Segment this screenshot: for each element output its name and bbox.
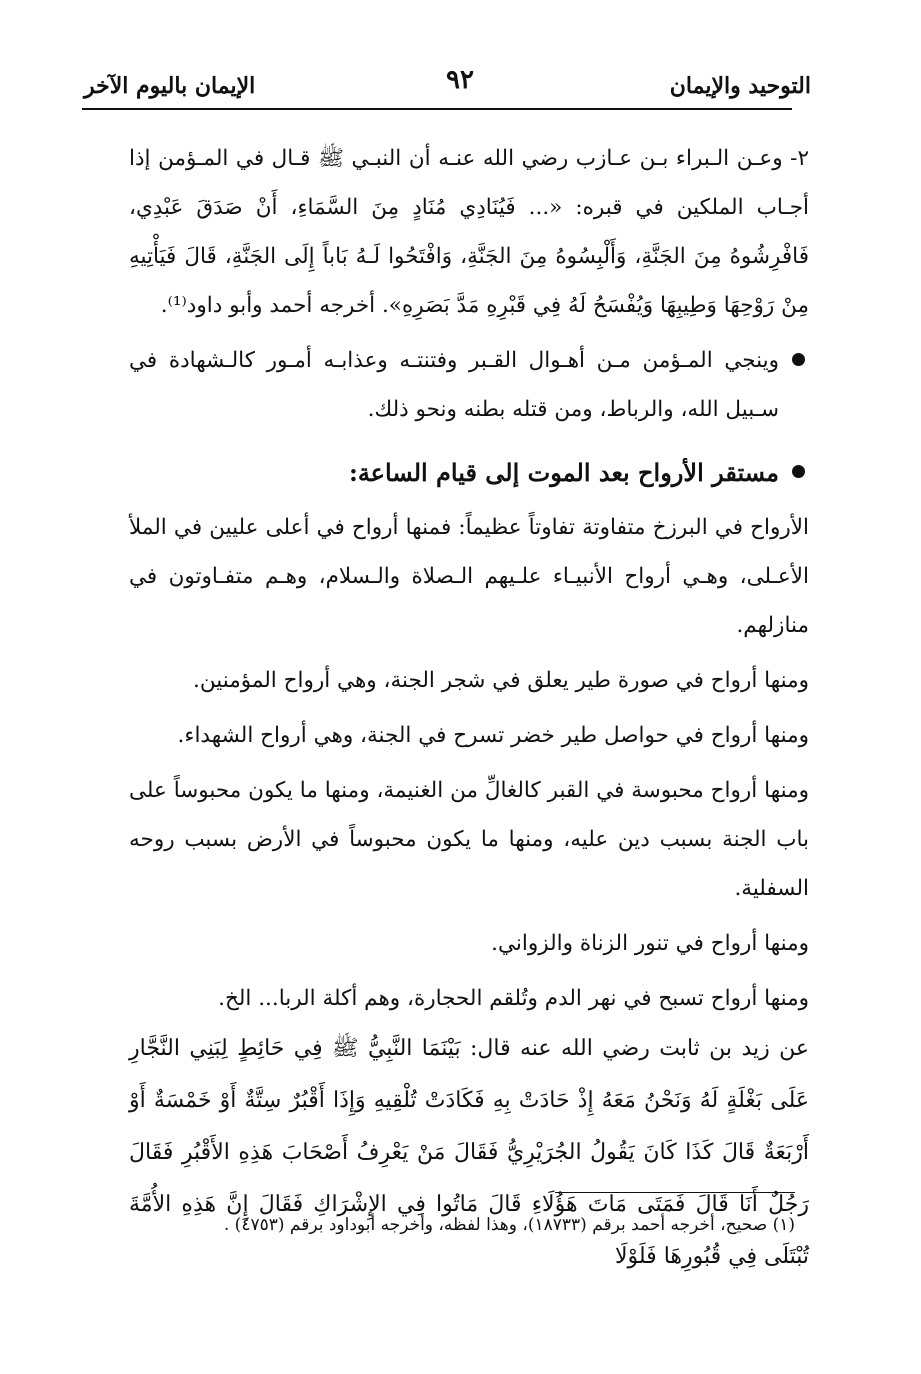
footnote-divider [555,1192,795,1193]
running-header-book-title: التوحيد والإيمان [669,73,811,99]
numbered-paragraph: ٢- وعـن الـبراء بـن عـازب رضي الله عنـه أن النبـي ﷺ قـال في المـؤمن إذا أجـاب الملكين في قبره: «... فَيُنَادِي مُنَادٍ مِنَ السَّمَاءِ، أَنْ صَدَقَ عَبْدِي، فَافْرِشُوهُ مِنَ الجَنَّةِ، وَأَلْبِسُوهُ مِنَ الجَنَّةِ، وَافْتَحُوا لَـهُ بَاباً إِلَى الجَنَّةِ، قَالَ فَيَأْتِيهِ مِنْ رَوْحِهَا وَطِيبِهَا وَيُفْسَحُ لَهُ فِي قَبْرِهِ مَدَّ بَصَرِهِ». أخرجه أحمد وأبو داود⁽¹⁾. [129,146,809,318]
header-divider [82,108,792,110]
paragraph: ومنها أرواح تسبح في نهر الدم وتُلقم الحجارة، وهم أكلة الربا... الخ. [218,986,809,1011]
paragraph: الأرواح في البرزخ متفاوتة تفاوتاً عظيماً: فمنها أرواح في أعلى عليين في الملأ الأعـلى، وهـي أرواح الأنبيـاء علـيهم الـصلاة والـسلام، وهـم متفـاوتون في منازلهم. [129,515,809,638]
bullet-paragraph [129,336,809,434]
hadith-paragraph: عن زيد بن ثابت رضي الله عنه قال: بَيْنَمَا النَّبِيُّ ﷺ فِي حَائِطٍ لِبَنِي النَّجَّارِ عَلَى بَغْلَةٍ لَهُ وَنَحْنُ مَعَهُ إِذْ حَادَتْ بِهِ فَكَادَتْ تُلْقِيهِ وَإِذَا أَقْبُرٌ سِتَّةٌ أَوْ خَمْسَةٌ أَوْ أَرْبَعَةٌ قَالَ كَذَا كَانَ يَقُولُ الجُرَيْرِيُّ فَقَالَ مَنْ يَعْرِفُ أَصْحَابَ هَذِهِ الأَقْبُرِ فَقَالَ رَجُلٌ أَنَا قَالَ فَمَتَى مَاتَ هَؤُلَاءِ قَالَ مَاتُوا فِي الإِشْرَاكِ فَقَالَ إِنَّ هَذِهِ الأُمَّةَ تُبْتَلَى فِي قُبُورِهَا فَلَوْلَا [129,1036,809,1269]
main-text [129,134,809,1283]
bullet-icon [792,465,805,478]
paragraph: ومنها أرواح في حواصل طير خضر تسرح في الجنة، وهي أرواح الشهداء. [177,723,809,748]
paragraph: ومنها أرواح في صورة طير يعلق في شجر الجنة، وهي أرواح المؤمنين. [193,668,809,693]
section-heading-text: مستقر الأرواح بعد الموت إلى قيام الساعة: [348,458,779,487]
section-heading [129,448,809,497]
paragraph: ومنها أرواح في تنور الزناة والزواني. [491,931,809,956]
running-header-chapter-title: الإيمان باليوم الآخر [84,73,256,99]
paragraph: ومنها أرواح محبوسة في القبر كالغالِّ من الغنيمة، ومنها ما يكون محبوساً على باب الجنة بسبب دين عليه، ومنها ما يكون محبوساً في الأرض بسبب روحه السفلية. [129,778,809,901]
page-number: ٩٢ [446,65,474,95]
bullet-paragraph-text: وينجي المـؤمن مـن أهـوال القـبر وفتنتـه وعذابـه أمـور كالـشهادة في سـبيل الله، والرباط، ومن قتله بطنه ونحو ذلك. [129,348,779,422]
footnote: (١) صحيح، أخرجه أحمد برقم (١٨٧٣٣)، وهذا لفظه، وأخرجه أبوداود برقم (٤٧٥٣) . [223,1215,795,1235]
bullet-icon [792,353,805,366]
